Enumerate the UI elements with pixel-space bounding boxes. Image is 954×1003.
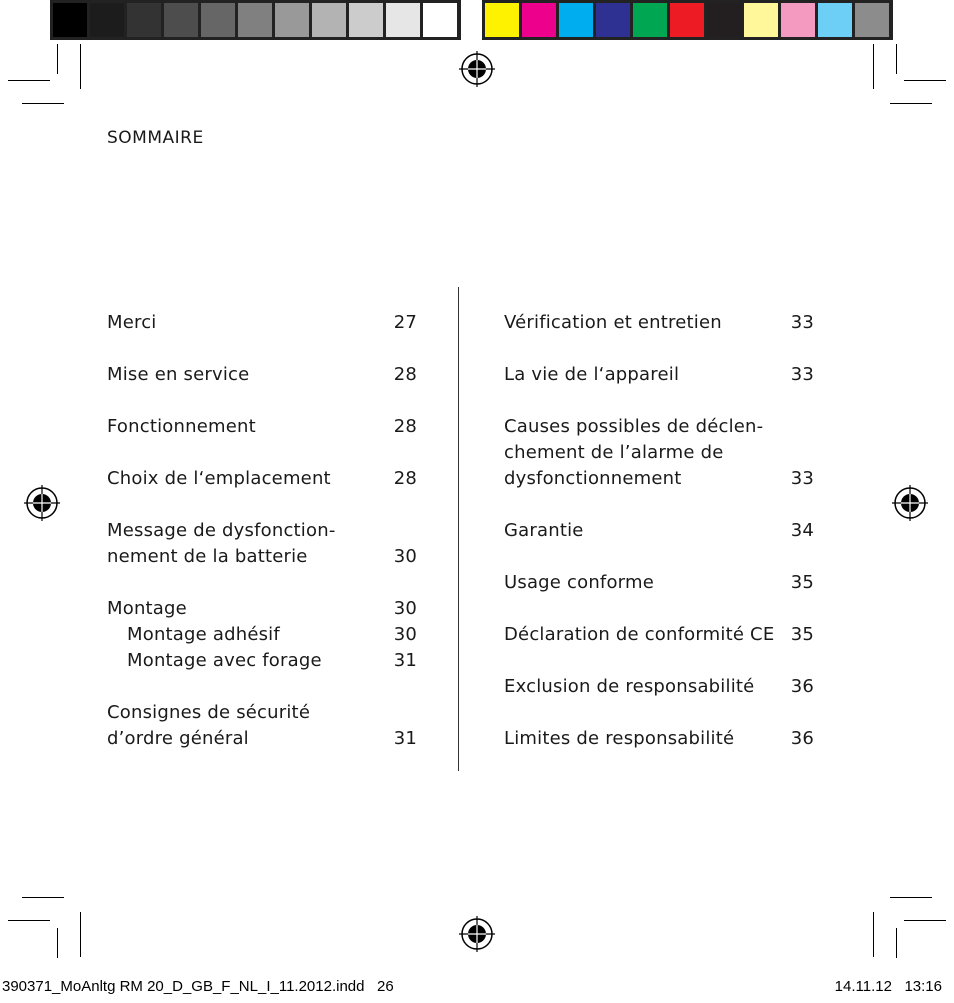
toc-entry[interactable] — [504, 310, 814, 336]
toc-entry[interactable] — [504, 726, 814, 752]
toc-line — [504, 518, 814, 544]
toc-page-number: 33 — [790, 364, 814, 385]
crop-mark — [896, 928, 897, 958]
crop-mark — [57, 44, 58, 74]
color-swatch — [349, 3, 383, 37]
toc-line — [107, 596, 417, 622]
toc-entry[interactable] — [504, 518, 814, 544]
color-swatch — [53, 3, 87, 37]
toc-right-column — [504, 310, 814, 778]
color-swatch — [485, 3, 519, 37]
toc-entry-title: Vérification et entretien — [504, 312, 722, 333]
toc-entry-title: Choix de l‘emplacement — [107, 468, 331, 489]
crop-mark — [57, 928, 58, 958]
toc-entry-title: Mise en service — [107, 364, 250, 385]
toc-line — [107, 518, 417, 544]
toc-entry-title: La vie de l‘appareil — [504, 364, 680, 385]
toc-entry-title: Message de dysfonction- — [107, 520, 336, 541]
toc-line — [107, 544, 417, 570]
color-swatch — [818, 3, 852, 37]
toc-entry[interactable] — [107, 518, 417, 570]
color-swatch — [781, 3, 815, 37]
toc-page-number: 27 — [393, 312, 417, 333]
crop-mark — [896, 44, 897, 74]
toc-entry-title: chement de l’alarme de — [504, 442, 724, 463]
color-swatch — [522, 3, 556, 37]
registration-mark-icon — [892, 485, 928, 521]
color-swatch — [238, 3, 272, 37]
toc-page-number: 33 — [790, 468, 814, 489]
color-swatch — [127, 3, 161, 37]
toc-entry[interactable] — [107, 700, 417, 752]
toc-entry[interactable] — [107, 414, 417, 440]
toc-line — [504, 310, 814, 336]
toc-page-number: 30 — [393, 546, 417, 567]
toc-page-number: 30 — [393, 624, 417, 645]
toc-entry-title: Causes possibles de déclen- — [504, 416, 764, 437]
color-swatch — [596, 3, 630, 37]
toc-entry[interactable] — [107, 310, 417, 336]
toc-line — [504, 674, 814, 700]
toc-entry-title: Garantie — [504, 520, 584, 541]
toc-entry-title: Limites de responsabilité — [504, 728, 735, 749]
toc-line — [107, 622, 417, 648]
toc-entry[interactable] — [107, 466, 417, 492]
toc-entry[interactable] — [107, 596, 417, 674]
crop-mark — [904, 920, 946, 921]
toc-entry-title: Consignes de sécurité — [107, 702, 311, 723]
toc-entry[interactable] — [504, 414, 814, 492]
toc-page-number: 36 — [790, 676, 814, 697]
toc-line — [107, 648, 417, 674]
toc-entry-title: Usage conforme — [504, 572, 654, 593]
toc-entry[interactable] — [504, 570, 814, 596]
crop-mark — [80, 44, 81, 89]
crop-mark — [8, 80, 50, 81]
crop-mark — [890, 103, 932, 104]
toc-line — [504, 362, 814, 388]
crop-mark — [8, 920, 50, 921]
toc-entry[interactable] — [107, 362, 417, 388]
color-swatch — [90, 3, 124, 37]
crop-mark — [904, 80, 946, 81]
crop-mark — [890, 897, 932, 898]
color-swatch — [633, 3, 667, 37]
color-swatch — [707, 3, 741, 37]
toc-page-number: 31 — [393, 650, 417, 671]
color-swatch — [164, 3, 198, 37]
toc-line — [504, 726, 814, 752]
toc-page-number: 28 — [393, 468, 417, 489]
toc-page-number: 28 — [393, 416, 417, 437]
toc-page-number: 33 — [790, 312, 814, 333]
toc-line — [504, 440, 814, 466]
registration-mark-icon — [459, 916, 495, 952]
crop-mark — [873, 912, 874, 957]
page-title: SOMMAIRE — [107, 128, 204, 148]
toc-page-number: 34 — [790, 520, 814, 541]
toc-entry-title: d’ordre général — [107, 728, 249, 749]
print-slug-filename: 390371_MoAnltg RM 20_D_GB_F_NL_I_11.2012.indd — [2, 978, 365, 995]
column-divider — [458, 287, 459, 771]
toc-line — [504, 466, 814, 492]
toc-entry[interactable] — [504, 674, 814, 700]
toc-line — [504, 622, 814, 648]
toc-line — [504, 570, 814, 596]
toc-page-number: 30 — [393, 598, 417, 619]
toc-line — [107, 700, 417, 726]
print-slug-time: 13:16 — [904, 978, 942, 995]
color-swatch — [386, 3, 420, 37]
toc-left-column — [107, 310, 417, 778]
toc-page-number: 31 — [393, 728, 417, 749]
color-swatch — [423, 3, 457, 37]
color-swatch — [670, 3, 704, 37]
toc-line — [107, 362, 417, 388]
toc-entry-title: Fonctionnement — [107, 416, 256, 437]
crop-mark — [873, 44, 874, 89]
toc-page-number: 35 — [790, 572, 814, 593]
crop-mark — [22, 103, 64, 104]
crop-mark — [80, 912, 81, 957]
toc-page-number: 36 — [790, 728, 814, 749]
print-slug-page: 26 — [376, 978, 394, 995]
color-swatch — [855, 3, 889, 37]
print-slug-date: 14.11.12 — [834, 978, 892, 995]
toc-entry-title: dysfonctionnement — [504, 468, 682, 489]
toc-entry-title: Merci — [107, 312, 157, 333]
grayscale-color-bar — [50, 0, 461, 40]
toc-entry[interactable] — [504, 362, 814, 388]
toc-line — [504, 414, 814, 440]
toc-page-number: 35 — [790, 624, 814, 645]
toc-entry-title: Montage adhésif — [127, 624, 280, 645]
color-swatch — [312, 3, 346, 37]
toc-entry-title: Montage — [107, 598, 187, 619]
print-slug-file — [2, 978, 394, 995]
color-swatch — [559, 3, 593, 37]
color-swatch — [201, 3, 235, 37]
color-swatch — [744, 3, 778, 37]
toc-page-number: 28 — [393, 364, 417, 385]
toc-entry-title: nement de la batterie — [107, 546, 308, 567]
registration-mark-icon — [24, 485, 60, 521]
color-swatch — [275, 3, 309, 37]
registration-mark-icon — [459, 51, 495, 87]
process-color-bar — [482, 0, 893, 40]
toc-line — [107, 414, 417, 440]
toc-line — [107, 466, 417, 492]
toc-line — [107, 310, 417, 336]
toc-entry-title: Déclaration de conformité CE — [504, 624, 775, 645]
print-slug-timestamp — [835, 978, 942, 995]
crop-mark — [22, 897, 64, 898]
toc-entry[interactable] — [504, 622, 814, 648]
toc-line — [107, 726, 417, 752]
toc-entry-title: Exclusion de responsabilité — [504, 676, 755, 697]
toc-entry-title: Montage avec forage — [127, 650, 322, 671]
